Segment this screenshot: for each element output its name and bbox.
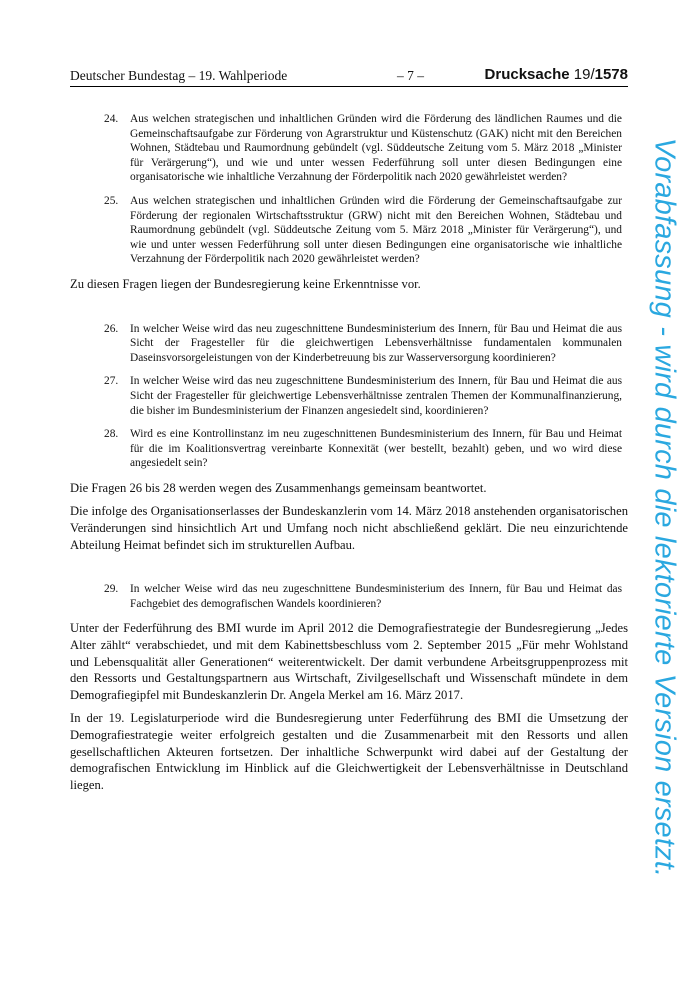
document-number-prefix: 19/: [573, 66, 595, 83]
question-26: [70, 322, 628, 366]
question-number: 27.: [104, 375, 119, 388]
question-29: [70, 582, 628, 611]
question-number: 29.: [104, 583, 119, 596]
question-text: In welcher Weise wird das neu zugeschnittene Bundesministerium des Innern, für Bau und Heimat die aus Sicht der Fragesteller für die gleichwertigen Lebensverhältnisse fundamentalen kommunalen Daseinsvorsorgeleistungen von der Kinderbetreuung bis zur Wasserversorgung koordinieren?: [130, 322, 622, 364]
question-text: Wird es eine Kontrollinstanz im neu zugeschnittenen Bundesministerium des Innern, für Bau und Heimat für die im Koalitionsvertrag vereinbarte Konnexität (wer bestellt, bezahlt) geben, und wo wird diese angesiedelt sein?: [130, 428, 622, 470]
answer-29-part-1: Unter der Federführung des BMI wurde im April 2012 die Demografiestrategie der Bundesregierung „Jedes Alter zählt“ verabschiedet, und mit dem Kabinettsbeschluss vom 2. September 2015 „Für mehr Wohlstand und Lebensqualität aller Generationen“ weiterentwickelt. Der damit verbundene Arbeitsgruppenprozess mit den Ressorts und Gestaltungspartnern aus Wirtschaft, Zivilgesellschaft und Wissenschaft mündete in dem Demografiegipfel mit Bundeskanzlerin Dr. Angela Merkel am 16. März 2017.: [70, 621, 628, 702]
question-text: In welcher Weise wird das neu zugeschnittene Bundesministerium des Innern, für Bau und Heimat das Fachgebiet des demografischen Wandels koordinieren?: [130, 583, 622, 610]
document-number-label: Drucksache: [484, 66, 570, 83]
document-body: [70, 112, 628, 800]
question-text: Aus welchen strategischen und inhaltlichen Gründen wird die Förderung des ländlichen Raumes und die Gemeinschaftsaufgabe zur Förderung von Agrarstruktur und Küstenschutz (GAK) nicht mit den Bereichen Wohnen, Städtebau und Raumordnung gebündelt (vgl. Süddeutsche Zeitung vom 5. März 2018 „Minister für Verärgerung“), und wie und unter wessen Federführung soll unter diesen Bedingungen eine organisatorische wie inhaltliche Verzahnung der Förderpolitik nach 2020 gewährleistet werden?: [130, 113, 622, 184]
question-25: [70, 194, 628, 267]
question-number: 28.: [104, 428, 119, 441]
question-number: 25.: [104, 194, 119, 207]
document-number: [485, 66, 628, 83]
question-24: [70, 112, 628, 185]
spacer: [70, 300, 628, 322]
document-number-value: 1578: [594, 66, 628, 83]
parliament-label: Deutscher Bundestag – 19. Wahlperiode: [70, 68, 288, 83]
page-number: – 7 –: [397, 68, 424, 83]
question-number: 24.: [104, 113, 119, 125]
answer-26-28-body: Die infolge des Organisationserlasses der Bundeskanzlerin vom 14. März 2018 anstehenden organisatorischen Veränderungen sind hinsichtlich Art und Umfang noch nicht abschließend geklärt. Die neu einzurichtende Abteilung Heimat befindet sich im strukturellen Aufbau.: [70, 504, 628, 552]
page-header: [70, 66, 628, 86]
header-divider: [70, 86, 628, 87]
watermark-text: Vorabfassung - wird durch die lektorierte Version ersetzt.: [648, 137, 681, 878]
question-number: 26.: [104, 322, 119, 335]
answer-29-part-2: In der 19. Legislaturperiode wird die Bundesregierung unter Federführung des BMI die Umsetzung der Demografiestrategie weiter erfolgreich gestalten und die Zusammenarbeit mit den Ressorts und allen gesellschaftlichen Akteuren fortsetzen. Der inhaltliche Schwerpunkt wird dabei auf der Gestaltung der demografischen Entwicklung im Hinblick auf die Gleichwertigkeit der Lebensverhältnisse in Deutschland liegen.: [70, 711, 628, 792]
preliminary-version-watermark: [648, 105, 681, 910]
answer-26-28-intro: Die Fragen 26 bis 28 werden wegen des Zusammenhangs gemeinsam beantwortet.: [70, 480, 487, 495]
question-text: In welcher Weise wird das neu zugeschnittene Bundesministerium des Innern, für Bau und Heimat die aus Sicht der Fragesteller für gleichwertige Lebensverhältnisse zentralen Themen der Kommunalfinanzierung, die bisher im Bundesministerium der Finanzen angesiedelt sind, koordinieren?: [130, 375, 622, 417]
question-27: [70, 374, 628, 418]
question-text: Aus welchen strategischen und inhaltlichen Gründen wird die Förderung der Gemeinschaftsaufgabe zur Förderung der regionalen Wirtschaftsstruktur (GRW) nicht mit den Bereichen Wohnen, Städtebau und Raumordnung gebündelt (vgl. Süddeutsche Zeitung vom 5. März 2018 „Minister für Verärgerung“), und wie und unter wessen Federführung soll unter diesen Bedingungen eine organisatorische wie inhaltliche Verzahnung der Förderpolitik nach 2020 gewährleistet werden?: [130, 194, 622, 266]
answer-24-25: Zu diesen Fragen liegen der Bundesregierung keine Erkenntnisse vor.: [70, 276, 421, 291]
question-28: [70, 427, 628, 471]
spacer: [70, 560, 628, 582]
